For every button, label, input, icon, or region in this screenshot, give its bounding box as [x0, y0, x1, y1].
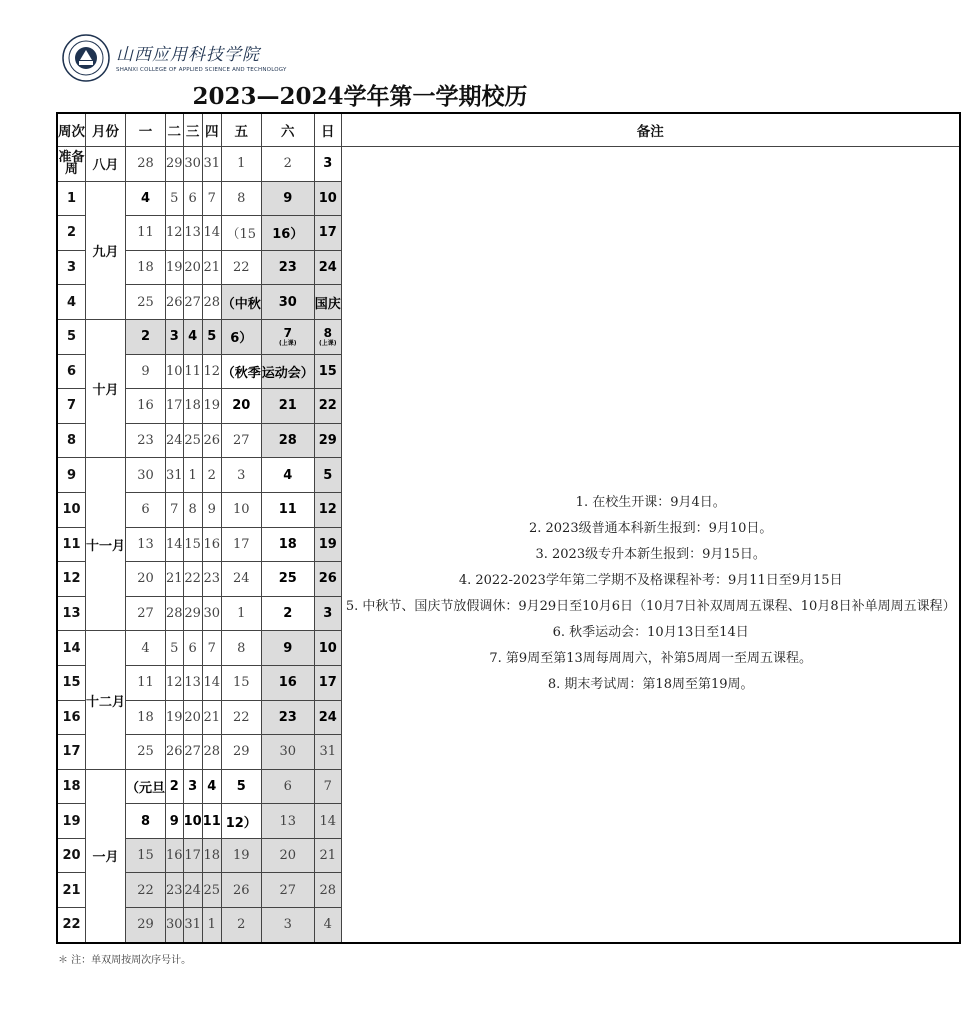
day-cell: 11 — [126, 216, 166, 251]
day-cell: 14 — [202, 665, 221, 700]
day-cell: 6） — [221, 319, 261, 354]
week-number: 7 — [57, 389, 86, 424]
day-cell: 22 — [221, 250, 261, 285]
day-cell: 7 — [202, 181, 221, 216]
day-cell: 23 — [202, 562, 221, 597]
day-cell: 10 — [314, 631, 341, 666]
day-cell: 4 — [314, 908, 341, 943]
day-cell: 1 — [221, 596, 261, 631]
day-cell: 29 — [126, 908, 166, 943]
day-cell: 20 — [221, 389, 261, 424]
day-cell: 4 — [261, 458, 314, 493]
day-cell: 3 — [314, 596, 341, 631]
day-cell: 6 — [183, 631, 202, 666]
day-cell: 25 — [202, 873, 221, 908]
day-cell: 4 — [126, 181, 166, 216]
day-cell: 22 — [126, 873, 166, 908]
day-cell: 29 — [221, 735, 261, 770]
day-cell: 20 — [261, 838, 314, 873]
day-cell: 19 — [166, 250, 184, 285]
day-cell: 25 — [183, 423, 202, 458]
day-cell: 18 — [261, 527, 314, 562]
day-cell: 10 — [221, 492, 261, 527]
day-cell — [314, 319, 341, 354]
day-cell: 16） — [261, 216, 314, 251]
day-cell: （秋季 — [221, 354, 261, 389]
day-cell: 7 — [202, 631, 221, 666]
day-cell: 28 — [166, 596, 184, 631]
day-cell: 25 — [126, 735, 166, 770]
day-cell: 27 — [183, 285, 202, 320]
day-cell: 5 — [166, 181, 184, 216]
day-cell: 4 — [183, 319, 202, 354]
day-cell: 5 — [314, 458, 341, 493]
day-cell: 27 — [221, 423, 261, 458]
day-cell: 9 — [261, 631, 314, 666]
notes-cell — [341, 147, 959, 943]
school-brand — [116, 40, 316, 73]
day-cell: 16 — [166, 838, 184, 873]
header-mon: 一 — [126, 113, 166, 147]
month-label: 十一月 — [86, 458, 126, 631]
day-cell: 20 — [183, 700, 202, 735]
note-item: 1. 在校生开课：9月4日。 — [575, 495, 726, 511]
day-cell: 2 — [261, 147, 314, 182]
day-cell: 6 — [261, 769, 314, 804]
day-cell: 31 — [183, 908, 202, 943]
week-number: 15 — [57, 665, 86, 700]
day-cell: 9 — [261, 181, 314, 216]
day-cell: 28 — [126, 147, 166, 182]
day-cell: 8 — [183, 492, 202, 527]
day-cell: 29 — [166, 147, 184, 182]
day-cell: 21 — [202, 700, 221, 735]
day-cell: 26 — [221, 873, 261, 908]
day-cell: 31 — [166, 458, 184, 493]
day-cell: 2 — [221, 908, 261, 943]
day-cell: 17 — [314, 216, 341, 251]
day-cell: 15 — [126, 838, 166, 873]
day-cell: 22 — [314, 389, 341, 424]
calendar-table — [56, 112, 961, 944]
note-item: 3. 2023级专升本新生报到：9月15日。 — [535, 547, 766, 563]
day-cell: 26 — [202, 423, 221, 458]
day-cell: 5 — [221, 769, 261, 804]
day-cell: 18 — [202, 838, 221, 873]
day-cell: 24 — [314, 700, 341, 735]
day-cell: 国庆 — [314, 285, 341, 320]
day-cell: 18 — [126, 700, 166, 735]
day-cell: 22 — [183, 562, 202, 597]
school-name-cn: 山西应用科技学院 — [116, 45, 260, 65]
day-cell: 2 — [202, 458, 221, 493]
day-cell: 15 — [183, 527, 202, 562]
page-title: 2023—2024学年第一学期校历 — [192, 83, 528, 110]
day-cell: 23 — [126, 423, 166, 458]
day-cell: 30 — [126, 458, 166, 493]
day-cell: 16 — [261, 665, 314, 700]
day-number: 7 — [283, 325, 292, 340]
day-cell: 11 — [261, 492, 314, 527]
day-cell: 14 — [202, 216, 221, 251]
day-cell: 30 — [261, 285, 314, 320]
day-cell: 8 — [126, 804, 166, 839]
week-number: 9 — [57, 458, 86, 493]
week-number: 14 — [57, 631, 86, 666]
day-cell: 20 — [183, 250, 202, 285]
day-cell: 1 — [202, 908, 221, 943]
day-cell: 19 — [166, 700, 184, 735]
day-cell: 12 — [166, 665, 184, 700]
month-label: 十二月 — [86, 631, 126, 769]
day-cell: 18 — [183, 389, 202, 424]
day-cell: 11 — [126, 665, 166, 700]
week-number: 4 — [57, 285, 86, 320]
day-cell: 8 — [221, 631, 261, 666]
header-thu: 四 — [202, 113, 221, 147]
week-number: 8 — [57, 423, 86, 458]
day-cell: 21 — [314, 838, 341, 873]
day-cell: （中秋 — [221, 285, 261, 320]
day-cell: 7 — [166, 492, 184, 527]
day-cell: 运动会） — [261, 354, 314, 389]
week-number: 16 — [57, 700, 86, 735]
day-cell: 26 — [166, 735, 184, 770]
day-cell: 9 — [202, 492, 221, 527]
day-cell: 30 — [166, 908, 184, 943]
week-number: 18 — [57, 769, 86, 804]
header-month: 月份 — [86, 113, 126, 147]
day-cell: 21 — [166, 562, 184, 597]
week-number: 1 — [57, 181, 86, 216]
header-notes: 备注 — [341, 113, 959, 147]
day-cell: 19 — [221, 838, 261, 873]
day-cell: 31 — [314, 735, 341, 770]
day-cell: 9 — [126, 354, 166, 389]
day-cell: 15 — [221, 665, 261, 700]
week-number: 13 — [57, 596, 86, 631]
day-cell: 5 — [202, 319, 221, 354]
day-cell: 2 — [261, 596, 314, 631]
day-cell: 22 — [221, 700, 261, 735]
day-cell: 23 — [166, 873, 184, 908]
day-cell: 16 — [126, 389, 166, 424]
day-cell: 14 — [166, 527, 184, 562]
day-cell — [261, 319, 314, 354]
day-cell: 12 — [202, 354, 221, 389]
week-number: 11 — [57, 527, 86, 562]
day-cell: 29 — [183, 596, 202, 631]
day-cell: 30 — [261, 735, 314, 770]
day-cell: 11 — [202, 804, 221, 839]
day-cell: 3 — [261, 908, 314, 943]
makeup-class-label: (上课) — [319, 339, 337, 347]
day-cell: 8 — [221, 181, 261, 216]
day-cell: 17 — [183, 838, 202, 873]
day-cell: 5 — [166, 631, 184, 666]
day-number: 8 — [323, 325, 332, 340]
week-number: 21 — [57, 873, 86, 908]
day-cell: 28 — [202, 735, 221, 770]
day-cell: 4 — [202, 769, 221, 804]
note-item: 6. 秋季运动会：10月13日至14日 — [552, 625, 749, 641]
day-cell: 12 — [166, 216, 184, 251]
week-number: 准备周 — [57, 147, 86, 182]
day-cell: 9 — [166, 804, 184, 839]
day-cell: 24 — [221, 562, 261, 597]
day-cell: 21 — [202, 250, 221, 285]
note-item: 2. 2023级普通本科新生报到：9月10日。 — [528, 521, 773, 537]
day-cell: 25 — [126, 285, 166, 320]
day-cell: 10 — [183, 804, 202, 839]
day-cell: 27 — [126, 596, 166, 631]
header-tue: 二 — [166, 113, 184, 147]
day-cell: 3 — [166, 319, 184, 354]
day-cell: 10 — [166, 354, 184, 389]
day-cell: 4 — [126, 631, 166, 666]
school-seal-logo — [62, 34, 110, 82]
day-cell: 10 — [314, 181, 341, 216]
day-cell: 17 — [314, 665, 341, 700]
day-cell: （元旦 — [126, 769, 166, 804]
month-label: 九月 — [86, 181, 126, 319]
day-cell: 25 — [261, 562, 314, 597]
day-cell: 21 — [261, 389, 314, 424]
day-cell: 27 — [183, 735, 202, 770]
table-row — [57, 147, 960, 182]
week-number: 10 — [57, 492, 86, 527]
day-cell: 1 — [221, 147, 261, 182]
day-cell: 3 — [314, 147, 341, 182]
week-number: 17 — [57, 735, 86, 770]
month-label: 一月 — [86, 769, 126, 942]
footnote: ＊ 注：单双周按周次序号计。 — [58, 955, 192, 966]
day-cell: 26 — [314, 562, 341, 597]
day-cell: 19 — [202, 389, 221, 424]
day-cell: 13 — [126, 527, 166, 562]
month-label: 八月 — [86, 147, 126, 182]
day-cell: 6 — [183, 181, 202, 216]
week-number: 19 — [57, 804, 86, 839]
day-cell: 27 — [261, 873, 314, 908]
day-cell: 30 — [202, 596, 221, 631]
day-cell: 11 — [183, 354, 202, 389]
day-cell: 3 — [221, 458, 261, 493]
day-cell: 29 — [314, 423, 341, 458]
day-cell: 26 — [166, 285, 184, 320]
week-number: 6 — [57, 354, 86, 389]
week-number: 2 — [57, 216, 86, 251]
week-number: 20 — [57, 838, 86, 873]
day-cell: 16 — [202, 527, 221, 562]
day-cell: 13 — [183, 216, 202, 251]
week-number: 5 — [57, 319, 86, 354]
day-cell: 28 — [261, 423, 314, 458]
makeup-class-label: (上课) — [279, 339, 297, 347]
note-item: 5. 中秋节、国庆节放假调休：9月29日至10月6日（10月7日补双周周五课程、10月8日补单周周五课程） — [345, 599, 956, 615]
day-cell: 15 — [314, 354, 341, 389]
day-cell: 19 — [314, 527, 341, 562]
day-cell: 3 — [183, 769, 202, 804]
day-cell: 13 — [183, 665, 202, 700]
day-cell: 23 — [261, 250, 314, 285]
day-cell: 14 — [314, 804, 341, 839]
week-number: 22 — [57, 908, 86, 943]
day-cell: 24 — [166, 423, 184, 458]
header-row — [57, 113, 960, 147]
header-fri: 五 — [221, 113, 261, 147]
calendar-body — [57, 147, 960, 943]
day-cell: 17 — [166, 389, 184, 424]
day-cell: 12） — [221, 804, 261, 839]
day-cell: 31 — [202, 147, 221, 182]
day-cell: 18 — [126, 250, 166, 285]
header-wed: 三 — [183, 113, 202, 147]
day-cell: （15 — [221, 216, 261, 251]
day-cell: 28 — [202, 285, 221, 320]
note-item: 4. 2022-2023学年第二学期不及格课程补考：9月11日至9月15日 — [458, 573, 843, 589]
day-cell: 30 — [183, 147, 202, 182]
day-cell: 23 — [261, 700, 314, 735]
day-cell: 6 — [126, 492, 166, 527]
note-item: 8. 期末考试周：第18周至第19周。 — [547, 677, 754, 693]
school-name-en: SHANXI COLLEGE OF APPLIED SCIENCE AND TECHNOLOGY — [116, 67, 287, 73]
header-sat: 六 — [261, 113, 314, 147]
day-cell: 17 — [221, 527, 261, 562]
day-cell: 1 — [183, 458, 202, 493]
day-cell: 28 — [314, 873, 341, 908]
day-cell: 24 — [183, 873, 202, 908]
week-number: 3 — [57, 250, 86, 285]
day-cell: 7 — [314, 769, 341, 804]
header-week: 周次 — [57, 113, 86, 147]
day-cell: 20 — [126, 562, 166, 597]
header-sun: 日 — [314, 113, 341, 147]
month-label: 十月 — [86, 319, 126, 457]
day-cell: 12 — [314, 492, 341, 527]
day-cell: 2 — [166, 769, 184, 804]
week-number: 12 — [57, 562, 86, 597]
note-item: 7. 第9周至第13周每周周六，补第5周周一至周五课程。 — [489, 651, 813, 667]
day-cell: 24 — [314, 250, 341, 285]
day-cell: 2 — [126, 319, 166, 354]
day-cell: 13 — [261, 804, 314, 839]
